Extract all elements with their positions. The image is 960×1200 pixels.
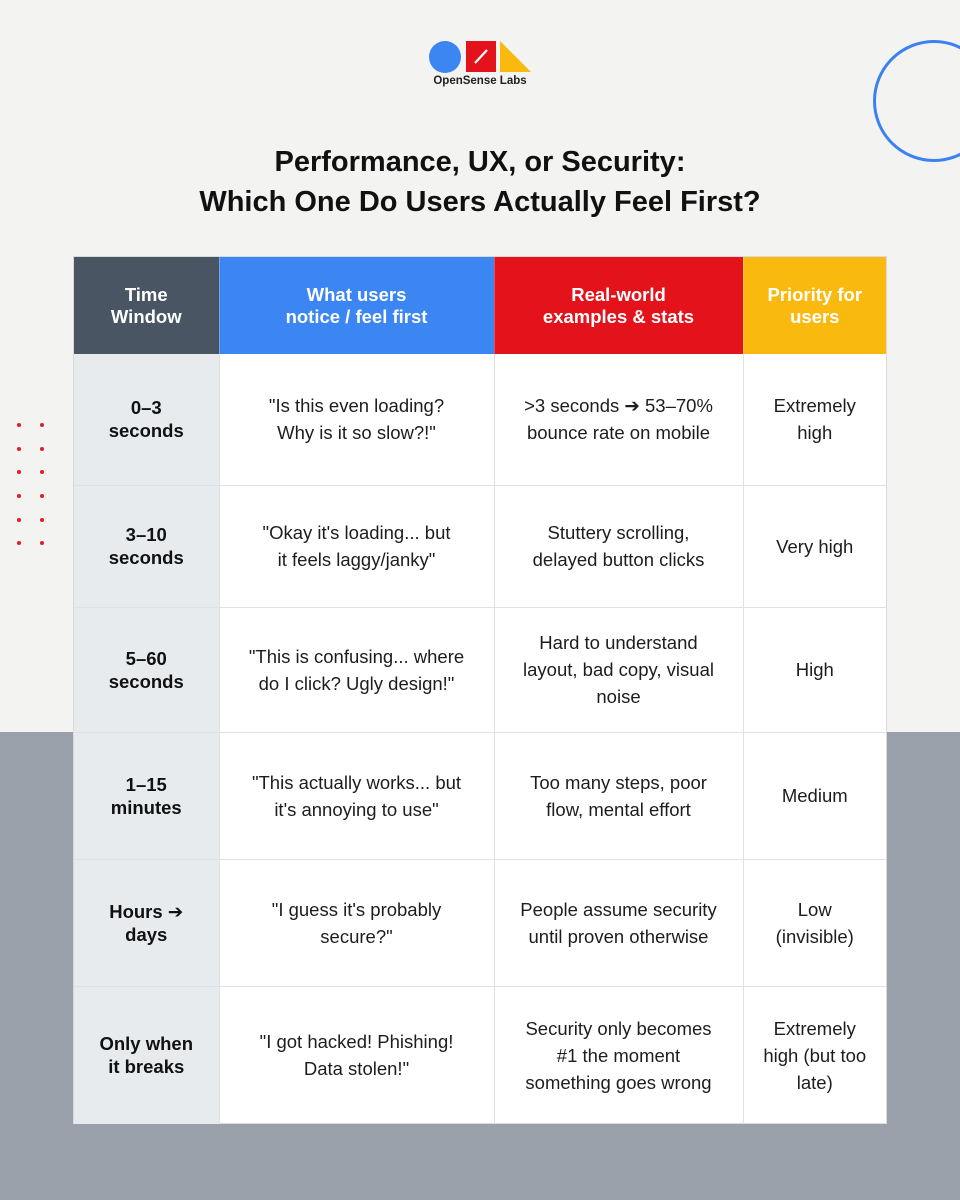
comparison-table bbox=[73, 256, 887, 1124]
examples-cell: Too many steps, poor flow, mental effort bbox=[494, 732, 743, 859]
decorative-dot bbox=[40, 518, 44, 522]
title-line-1: Performance, UX, or Security: bbox=[274, 146, 686, 178]
table-row bbox=[74, 986, 886, 1124]
header-real-world-examples bbox=[494, 257, 743, 354]
decorative-dot bbox=[40, 494, 44, 498]
priority-cell: Extremely high bbox=[743, 354, 886, 485]
header-text: Real-world bbox=[571, 283, 666, 305]
time-window-cell: 3–10 seconds bbox=[74, 485, 219, 607]
table-row bbox=[74, 485, 886, 607]
notice-cell: "This actually works... but it's annoying to use" bbox=[219, 732, 494, 859]
brand-logo bbox=[0, 40, 960, 92]
decorative-dot bbox=[17, 470, 21, 474]
decorative-dot bbox=[17, 494, 21, 498]
decorative-dot bbox=[17, 541, 21, 545]
header-text: Time bbox=[124, 283, 168, 305]
logo-shapes-icon bbox=[428, 40, 532, 74]
examples-cell: Security only becomes #1 the moment something goes wrong bbox=[494, 986, 743, 1124]
time-window-cell: Hours ➔ days bbox=[74, 859, 219, 986]
time-window-cell: 5–60 seconds bbox=[74, 607, 219, 732]
header-what-users-notice bbox=[219, 257, 494, 354]
examples-cell: People assume security until proven otherwise bbox=[494, 859, 743, 986]
time-window-cell: 1–15 minutes bbox=[74, 732, 219, 859]
header-text: notice / feel first bbox=[285, 305, 428, 327]
notice-cell: "I guess it's probably secure?" bbox=[219, 859, 494, 986]
decorative-dot bbox=[40, 470, 44, 474]
examples-cell: Hard to understand layout, bad copy, visual noise bbox=[494, 607, 743, 732]
decorative-dot bbox=[17, 447, 21, 451]
priority-cell: Very high bbox=[743, 485, 886, 607]
notice-cell: "This is confusing... where do I click? Ugly design!" bbox=[219, 607, 494, 732]
priority-cell: High bbox=[743, 607, 886, 732]
decorative-dots bbox=[17, 423, 49, 547]
notice-cell: "Okay it's loading... but it feels laggy/janky" bbox=[219, 485, 494, 607]
header-time-window bbox=[74, 257, 219, 354]
header-priority bbox=[743, 257, 886, 354]
priority-cell: Extremely high (but too late) bbox=[763, 1017, 867, 1093]
table-row bbox=[74, 732, 886, 859]
header-text: examples & stats bbox=[542, 305, 695, 327]
decorative-dot bbox=[17, 423, 21, 427]
decorative-dot bbox=[40, 423, 44, 427]
decorative-dot bbox=[17, 518, 21, 522]
table-row bbox=[74, 607, 886, 732]
time-window-cell: Only when it breaks bbox=[74, 986, 219, 1124]
priority-cell: Medium bbox=[743, 732, 886, 859]
page-title bbox=[0, 142, 960, 222]
table-row bbox=[74, 859, 886, 986]
header-text: What users bbox=[306, 283, 407, 305]
examples-cell: Stuttery scrolling, delayed button clicks bbox=[494, 485, 743, 607]
examples-cell: >3 seconds ➔ 53–70% bounce rate on mobile bbox=[494, 354, 743, 485]
decorative-dot bbox=[40, 447, 44, 451]
header-text: Window bbox=[110, 305, 182, 327]
table-header-row bbox=[74, 257, 886, 354]
decorative-dot bbox=[40, 541, 44, 545]
priority-cell: Low (invisible) bbox=[743, 859, 886, 986]
notice-cell: "I got hacked! Phishing! Data stolen!" bbox=[219, 986, 494, 1124]
title-line-2: Which One Do Users Actually Feel First? bbox=[199, 186, 761, 218]
table-row bbox=[74, 354, 886, 485]
header-text: users bbox=[790, 305, 840, 327]
brand-name: OpenSense Labs bbox=[433, 75, 527, 87]
notice-cell: "Is this even loading? Why is it so slow?!" bbox=[219, 354, 494, 485]
time-window-cell: 0–3 seconds bbox=[74, 354, 219, 485]
header-text: Priority for bbox=[767, 283, 863, 305]
